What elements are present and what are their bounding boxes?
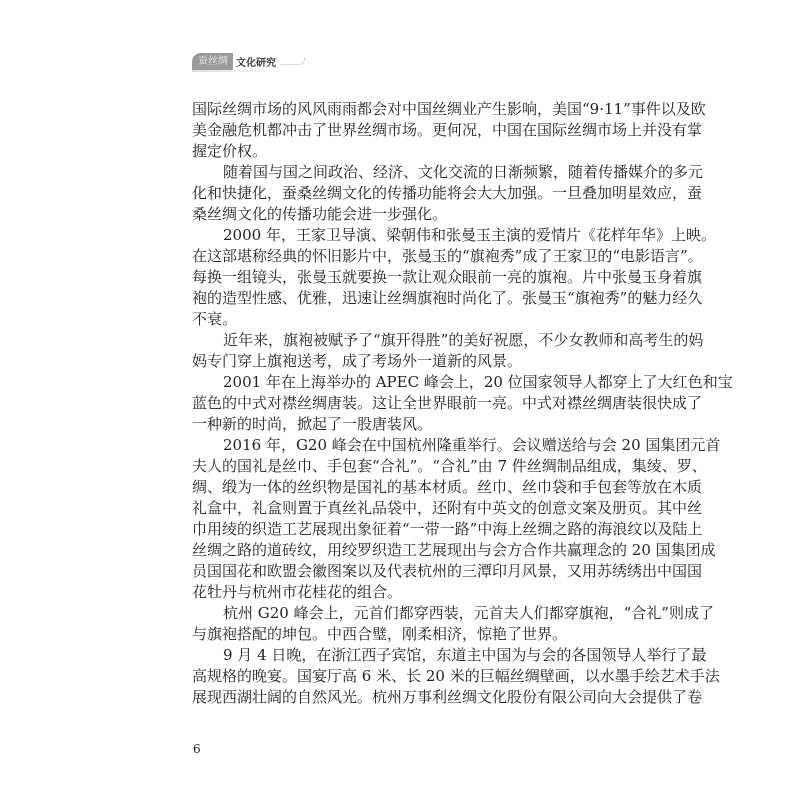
page-number: 6 bbox=[193, 742, 201, 756]
text-line: 一种新的时尚，掀起了一股唐装风。 bbox=[192, 415, 433, 433]
running-header bbox=[192, 52, 305, 70]
paragraph bbox=[192, 603, 714, 645]
header-title: 文化研究 bbox=[236, 57, 276, 69]
text-line: 绸、缎为一体的丝织物是国礼的基本材质。丝巾、丝巾袋和手包套等放在木质 bbox=[192, 478, 703, 496]
paragraph bbox=[192, 330, 704, 372]
paragraph bbox=[192, 435, 721, 603]
text-line: 高规格的晚宴。国宴厅高 6 米、长 20 米的巨幅丝绸壁画，以水墨手绘艺术手法 bbox=[192, 667, 720, 685]
text-line: 9 月 4 日晚，在浙江西子宾馆，东道主中国为与会的各国领导人举行了最 bbox=[223, 646, 707, 664]
text-line: 袍的造型性感、优雅，迅速让丝绸旗袍时尚化了。张曼玉“旗袍秀”的魅力经久 bbox=[192, 289, 703, 307]
text-line: 员国国花和欧盟会徽图案以及代表杭州的三潭印月风景，又用苏绣绣出中国国 bbox=[192, 562, 703, 580]
text-line: 礼盒中，礼盒则置于真丝礼品袋中，还附有中英文的创意文案及册页。其中丝 bbox=[192, 499, 703, 517]
text-line: 2016 年，G20 峰会在中国杭州隆重举行。会议赠送给与会 20 国集团元首 bbox=[223, 436, 721, 454]
text-line: 近年来，旗袍被赋予了“旗开得胜”的美好祝愿，不少女教师和高考生的妈 bbox=[223, 331, 704, 349]
header-badge: 蚕丝绸 bbox=[192, 53, 233, 70]
text-line: 展现西湖壮阔的自然风光。杭州万事利丝绸文化股份有限公司向大会提供了卷 bbox=[192, 688, 703, 706]
text-line: 每换一组镜头，张曼玉就要换一款让观众眼前一亮的旗袍。片中张曼玉身着旗 bbox=[192, 268, 703, 286]
paragraph bbox=[192, 99, 706, 162]
text-line: 化和快捷化，蚕桑丝绸文化的传播功能将会大大加强。一旦叠加明星效应，蚕 bbox=[192, 184, 703, 202]
text-line: 2001 年在上海举办的 APEC 峰会上，20 位国家领导人都穿上了大红色和宝 bbox=[223, 373, 733, 391]
text-line: 握定价权。 bbox=[192, 142, 268, 160]
text-line: 与旗袍搭配的坤包。中西合璧，刚柔相济，惊艳了世界。 bbox=[192, 625, 568, 643]
paragraph bbox=[192, 645, 720, 708]
text-line: 丝绸之路的道砖纹，用绞罗织造工艺展现出与会方合作共赢理念的 20 国集团成 bbox=[192, 541, 716, 559]
header-rule bbox=[192, 70, 292, 72]
text-line: 巾用绫的织造工艺展现出象征着“一带一路”中海上丝绸之路的海浪纹以及陆上 bbox=[192, 520, 703, 538]
text-line: 2000 年，王家卫导演、梁朝伟和张曼玉主演的爱情片《花样年华》上映。 bbox=[223, 226, 716, 244]
text-line: 随着国与国之间政治、经济、文化交流的日渐频繁，随着传播媒介的多元 bbox=[223, 163, 704, 181]
text-line: 妈专门穿上旗袍送考，成了考场外一道新的风景。 bbox=[192, 352, 523, 370]
text-line: 夫人的国礼是丝巾、手包套“合礼”。“合礼”由 7 件丝绸制品组成，集绫、罗、 bbox=[192, 457, 707, 475]
paragraph bbox=[192, 372, 733, 435]
text-line: 不衰。 bbox=[192, 310, 238, 328]
text-line: 桑丝绸文化的传播功能会进一步强化。 bbox=[192, 205, 448, 223]
text-line: 在这部堪称经典的怀旧影片中，张曼玉的“旗袍秀”成了王家卫的“电影语言”。 bbox=[192, 247, 703, 265]
page-body bbox=[192, 99, 733, 708]
paragraph bbox=[192, 225, 716, 330]
text-line: 杭州 G20 峰会上，元首们都穿西装，元首夫人们都穿旗袍，“合礼”则成了 bbox=[223, 604, 714, 622]
text-line: 美金融危机都冲击了世界丝绸市场。更何况，中国在国际丝绸市场上并没有掌 bbox=[192, 121, 703, 139]
paragraph bbox=[192, 162, 704, 225]
header-ornament-icon bbox=[280, 58, 305, 65]
text-line: 花牡丹与杭州市花桂花的组合。 bbox=[192, 583, 403, 601]
text-line: 国际丝绸市场的风风雨雨都会对中国丝绸业产生影响，美国“9·11”事件以及欧 bbox=[192, 100, 706, 118]
text-line: 蓝色的中式对襟丝绸唐装。这让全世界眼前一亮。中式对襟丝绸唐装很快成了 bbox=[192, 394, 703, 412]
